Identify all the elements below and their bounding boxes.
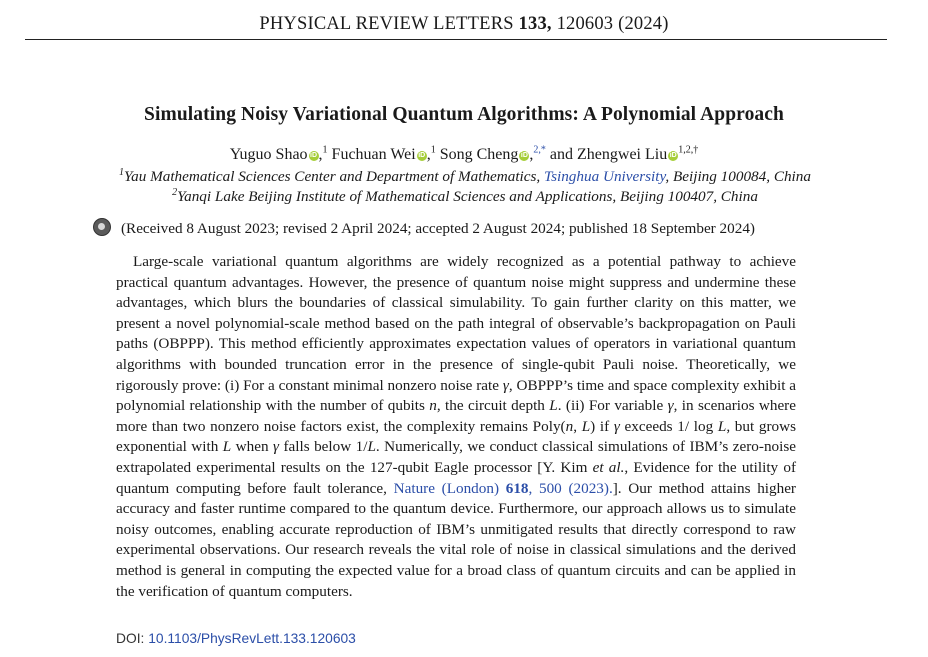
author-name[interactable]: Fuchuan Wei — [331, 146, 416, 163]
orcid-icon[interactable]: iD — [669, 152, 677, 159]
author-name[interactable]: Song Cheng — [439, 146, 519, 163]
doi-label: DOI: — [116, 631, 145, 646]
affiliation-text: Yau Mathematical Sciences Center and Department of Mathematics, — [124, 168, 545, 185]
open-access-icon[interactable] — [93, 218, 111, 236]
author-name[interactable]: Yuguo Shao — [229, 146, 308, 163]
affiliation-text: Yanqi Lake Beijing Institute of Mathematical Sciences and Applications, Beijing 100407, China — [177, 188, 758, 205]
journal-header — [0, 14, 928, 35]
paper-title: Simulating Noisy Variational Quantum Algorithms: A Polynomial Approach — [144, 104, 784, 125]
affiliation-text: , Beijing 100084, China — [665, 168, 811, 185]
orcid-icon[interactable]: iD — [520, 152, 528, 159]
header-rule — [25, 39, 887, 40]
affiliation-2 — [1, 188, 928, 206]
author-affiliation-mark: 1 — [322, 144, 328, 156]
authors-connector: and — [549, 146, 574, 163]
affiliation-mark: 1 — [119, 166, 125, 178]
author-affiliation-mark: 1,2,† — [678, 144, 699, 156]
affiliation-1 — [1, 168, 928, 186]
abstract: Large-scale variational quantum algorithms are widely recognized as a potential pathway to achieve practical quantum advantages. However, the presence of quantum noise might suppress and undermine these advantages, which blurs the boundaries of classical simulability. To gain further clarity on this matter, we present a novel polynomial-scale method based on the path integral of observable’s backpropagation on Pauli paths (OBPPP). This method efficiently approximates expectation values of operators in variational quantum algorithms with bounded truncation error in the presence of single-qubit Pauli noise. Theoretically, we rigorously prove: (i) For a constant minimal nonzero noise rate γ, OBPPP’s time and space complexity exhibit a polynomial relationship with the number of qubits n, the circuit depth L. (ii) For variable γ, in scenarios where more than two nonzero noise factors exist, the complexity remains Poly(n, L) if γ exceeds 1/ log L, but grows exponential with L when γ falls below 1/L. Numerically, we conduct classical simulations of IBM’s zero-noise extrapolated experimental results on the 127-qubit Eagle processor [Y. Kim et al., Evidence for the utility of quantum computing before fault tolerance, Nature (London) 618, 500 (2023).]. Our method attains higher accuracy and faster runtime compared to the quantum device. Furthermore, our approach allows us to simulate noisy outcomes, enabling accurate reproduction of IBM’s unmitigated results that directly correspond to raw experimental observations. Our research reveals the vital role of noise in classical simulations and the derived method is general in computing the expected value for a broad class of quantum circuits and can be applied in the verification of quantum computers. — [116, 253, 797, 600]
reference-link[interactable]: Nature (London) 618, 500 (2023). — [393, 479, 613, 497]
doi-link[interactable]: 10.1103/PhysRevLett.133.120603 — [148, 631, 356, 646]
dates-text: (Received 8 August 2023; revised 2 April 2024; accepted 2 August 2024; published 18 September 2024) — [121, 220, 755, 237]
doi-line — [116, 631, 356, 646]
author-affiliation-mark: 1 — [430, 144, 436, 156]
journal-volume: 133, — [518, 14, 552, 34]
affiliation-mark: 2 — [172, 186, 178, 198]
article-number: 120603 — [556, 14, 614, 34]
orcid-icon[interactable]: iD — [310, 152, 318, 159]
journal-year: (2024) — [618, 14, 669, 34]
author-name[interactable]: Zhengwei Liu — [577, 146, 668, 163]
orcid-icon[interactable]: iD — [418, 152, 426, 159]
publication-dates — [93, 218, 833, 238]
affiliation-link[interactable]: Tsinghua University — [544, 168, 666, 185]
author-affiliation-mark[interactable]: 2,* — [533, 144, 546, 156]
author-list: Yuguo Shao iD,$^1$ Fuchuan Wei iD,$^1$ Song Cheng iD,$^{2,*}$ and Zhengwei Liu iD $^{1,2,\dagger}$ — [229, 144, 699, 163]
journal-name: PHYSICAL REVIEW LETTERS — [259, 14, 514, 34]
